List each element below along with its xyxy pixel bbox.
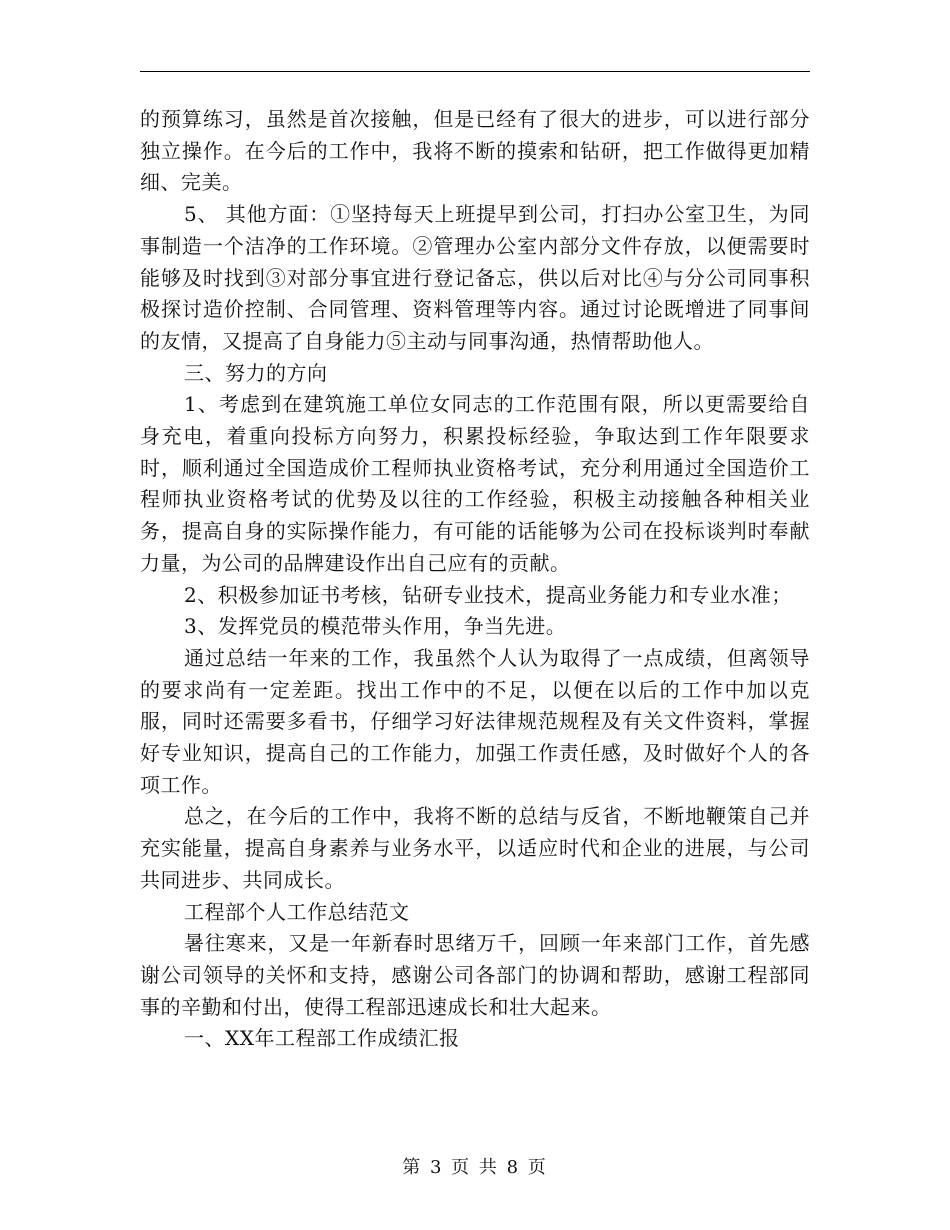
paragraph-conclusion: 总之，在今后的工作中，我将不断的总结与反省，不断地鞭策自己并充实能量，提高自身素养与业务水平，以适应时代和企业的进展，与公司共同进步、共同成长。 xyxy=(140,804,810,892)
paragraph-direction-item-2: 2、积极参加证书考核，钻研专业技术，提高业务能力和专业水准； xyxy=(184,582,792,607)
paragraph-direction-item-3: 3、发挥党员的模范带头作用，争当先进。 xyxy=(184,614,567,639)
section-heading-achievements: 一、XX年工程部工作成绩汇报 xyxy=(184,1026,460,1051)
header-rule xyxy=(140,71,810,72)
section-heading-direction: 三、努力的方向 xyxy=(184,360,328,385)
paragraph-summary: 通过总结一年来的工作，我虽然个人认为取得了一点成绩，但离领导的要求尚有一定差距。找出工作中的不足，以便在以后的工作中加以克服，同时还需要多看书，仔细学习好法律规范规程及有关文件资料，掌握好专业知识，提高自己的工作能力，加强工作责任感，及时做好个人的各项工作。 xyxy=(140,645,810,797)
paragraph-intro: 暑往寒来，又是一年新春时思绪万千，回顾一年来部门工作，首先感谢公司领导的关怀和支持，感谢公司各部门的协调和帮助，感谢工程部同事的辛勤和付出，使得工程部迅速成长和壮大起来。 xyxy=(140,931,810,1019)
paragraph-budget-practice: 的预算练习，虽然是首次接触，但是已经有了很大的进步，可以进行部分独立操作。在今后的工作中，我将不断的摸索和钻研，把工作做得更加精细、完美。 xyxy=(140,107,810,195)
page-number: 第 3 页 共 8 页 xyxy=(402,1157,548,1178)
paragraph-direction-item-1: 1、考虑到在建筑施工单位女同志的工作范围有限，所以更需要给自身充电，着重向投标方向努力，积累投标经验，争取达到工作年限要求时，顺利通过全国造成价工程师执业资格考试，充分利用通过全国造价工程师执业资格考试的优势及以往的工作经验，积极主动接触各种相关业务，提高自身的实际操作能力，有可能的话能够为公司在投标谈判时奉献力量，为公司的品牌建设作出自己应有的贡献。 xyxy=(140,392,810,575)
paragraph-other-aspects: 5、 其他方面：①坚持每天上班提早到公司，打扫办公室卫生，为同事制造一个洁净的工作环境。②管理办公室内部分文件存放，以便需要时能够及时找到③对部分事宜进行登记备忘，供以后对比④与分公司同事积极探讨造价控制、合同管理、资料管理等内容。通过讨论既增进了同事间的友情，又提高了自身能力⑤主动与同事沟通，热情帮助他人。 xyxy=(140,202,810,353)
document-subtitle: 工程部个人工作总结范文 xyxy=(184,899,410,924)
document-body xyxy=(140,104,810,1055)
